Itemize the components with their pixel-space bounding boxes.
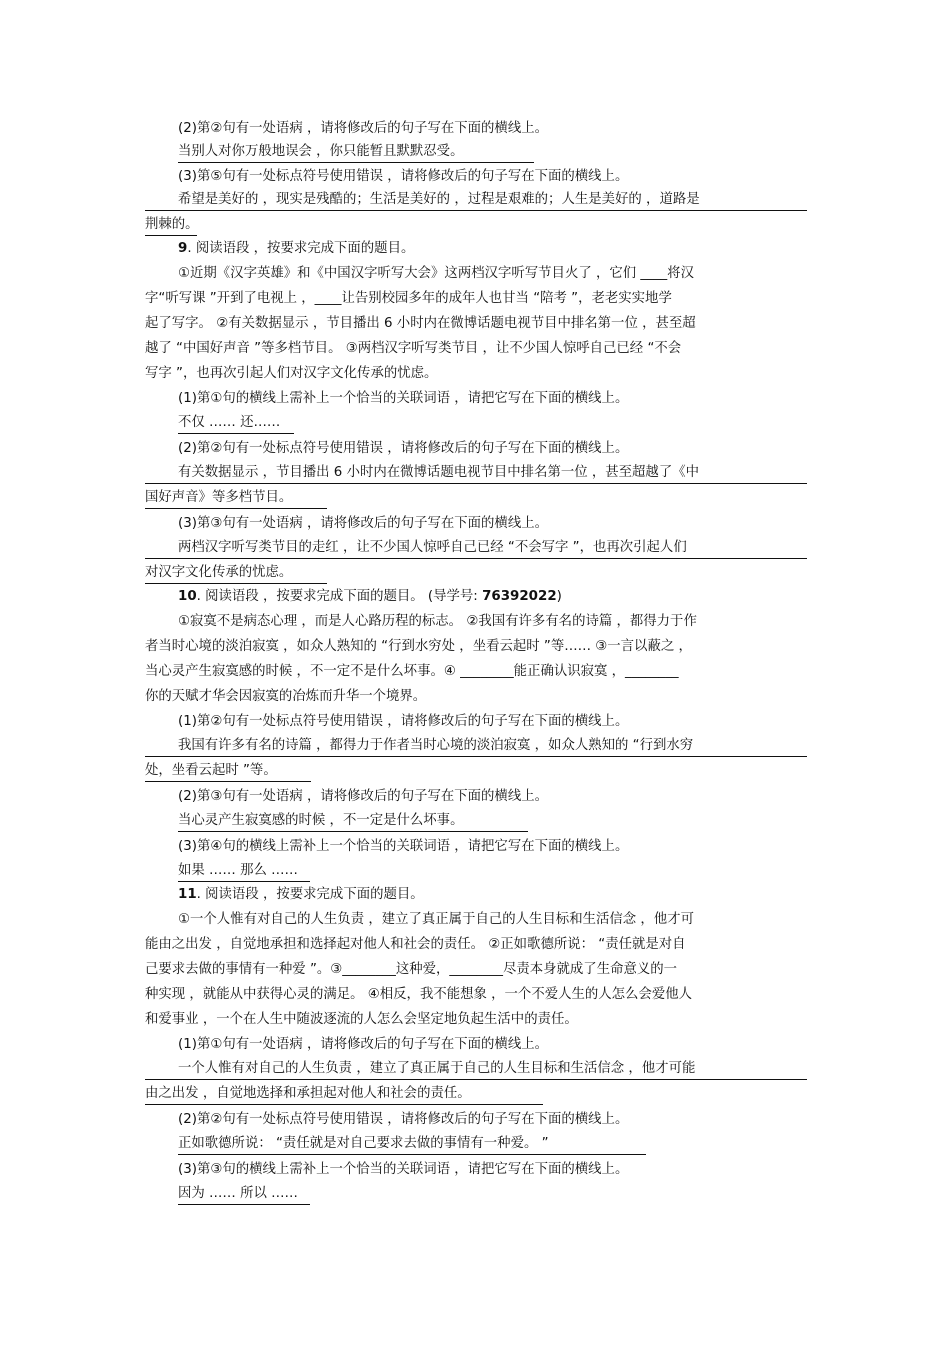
q8-sub2-answer: 当别人对你万般地误会 ，你只能暂且默默忍受。 [178,142,534,163]
q11-heading [145,882,807,907]
q10-passage-line: ①寂寞不是病态心理 ，而是人心路历程的标志。 ②我国有许多有名的诗篇 ，都得力于作 [178,614,697,629]
q9-title: . 阅读语段 ，按要求完成下面的题目。 [187,241,415,256]
q10-sub1-prompt: (1)第②句有一处标点符号使用错误 ，请将修改后的句子写在下面的横线上。 [178,714,629,729]
q9-sub2-answer-line1: 有关数据显示 ，节目播出 6 小时内在微博话题电视节目中排名第一位 ，甚至超越了《中 [145,463,807,484]
q11-number: 11 [178,887,197,902]
q10-sub1-answer-line1: 我国有许多有名的诗篇 ，都得力于作者当时心境的淡泊寂寞 ，如众人熟知的 “行到水穷 [145,736,807,757]
q10-sub2-answer: 当心灵产生寂寞感的时候 ，不一定是什么坏事。 [178,811,528,832]
q9-sub2-prompt: (2)第②句有一处标点符号使用错误 ，请将修改后的句子写在下面的横线上。 [178,441,629,456]
q9-number: 9 [178,241,188,256]
q10-sub2-prompt: (2)第③句有一处语病 ，请将修改后的句子写在下面的横线上。 [178,789,548,804]
q10-sub3-prompt: (3)第④句的横线上需补上一个恰当的关联词语 ，请把它写在下面的横线上。 [178,839,629,854]
q10-passage-line: 当心灵产生寂寞感的时候 ，不一定不是什么坏事。④ ________能正确认识寂寞 ，________ [145,664,679,679]
document-page [145,117,807,1205]
q9-sub3-answer-line2: 对汉字文化传承的忧虑。 [145,563,327,584]
q9-passage-line: 字“听写课 ”开到了电视上 ，____让告别校园多年的成年人也甘当 “陪考 ”，老老实实地学 [145,291,672,306]
q11-sub1-answer-line1: 一个人惟有对自己的人生负责 ，建立了真正属于自己的人生目标和生活信念 ，他才可能 [145,1059,807,1080]
q9-passage-line: 起了写字。 ②有关数据显示 ，节目播出 6 小时内在微博话题电视节目中排名第一位 ，甚至超 [145,316,696,331]
q11-sub1-answer-line2: 由之出发 ，自觉地选择和承担起对他人和社会的责任。 [145,1084,543,1105]
q9-heading [145,236,807,261]
q11-passage-line: 和爱事业 ，一个在人生中随波逐流的人怎么会坚定地负起生活中的责任。 [145,1012,578,1027]
q11-passage-line: 种实现 ，就能从中获得心灵的满足。 ④相反，我不能想象 ，一个不爱人生的人怎么会爱他人 [145,987,693,1002]
q11-sub3-answer: 因为 …… 所以 …… [178,1184,310,1205]
q10-heading [145,584,807,609]
q8-sub3-answer-line2: 荆棘的。 [145,215,197,236]
q8-sub3-prompt: (3)第⑤句有一处标点符号使用错误 ，请将修改后的句子写在下面的横线上。 [178,169,629,184]
q11-passage-line: 己要求去做的事情有一种爱 ”。③________这种爱，________尽责本身就成了生命意义的一 [145,962,678,977]
q10-passage-line: 者当时心境的淡泊寂寞 ，如众人熟知的 “行到水穷处 ，坐看云起时 ”等…… ③一言以蔽之 ， [145,639,692,654]
q9-sub1-answer: 不仅 …… 还…… [178,413,294,434]
q9-passage-line: ①近期《汉字英雄》和《中国汉字听写大会》这两档汉字听写节目火了 ，它们 ____将汉 [178,266,694,281]
q8-sub2-prompt: (2)第②句有一处语病 ，请将修改后的句子写在下面的横线上。 [178,121,548,136]
q9-passage-line: 写字 ”，也再次引起人们对汉字文化传承的忧虑。 [145,366,438,381]
q11-passage-line: ①一个人惟有对自己的人生负责 ，建立了真正属于自己的人生目标和生活信念 ，他才可 [178,912,694,927]
q11-passage-line: 能由之出发 ，自觉地承担和选择起对他人和社会的责任。 ②正如歌德所说： “责任就是对自 [145,937,686,952]
q10-number: 10 [178,589,197,604]
q9-sub3-answer-line1: 两档汉字听写类节目的走红 ，让不少国人惊呼自己已经 “不会写字 ”，也再次引起人们 [145,538,807,559]
q9-sub1-prompt: (1)第①句的横线上需补上一个恰当的关联词语 ，请把它写在下面的横线上。 [178,391,629,406]
q11-sub2-prompt: (2)第②句有一处标点符号使用错误 ，请将修改后的句子写在下面的横线上。 [178,1112,629,1127]
q11-sub3-prompt: (3)第③句的横线上需补上一个恰当的关联词语 ，请把它写在下面的横线上。 [178,1162,629,1177]
q10-title-end: ) [556,589,562,604]
q8-sub3-answer-line1: 希望是美好的 ，现实是残酷的；生活是美好的 ，过程是艰难的；人生是美好的 ，道路是 [145,190,807,211]
q10-sub1-answer-line2: 处，坐看云起时 ”等。 [145,761,311,782]
q9-sub2-answer-line2: 国好声音》等多档节目。 [145,488,327,509]
q10-passage-line: 你的天赋才华会因寂寞的冶炼而升华一个境界。 [145,689,427,704]
q9-passage-line: 越了 “中国好声音 ”等多档节目。 ③两档汉字听写类节目 ，让不少国人惊呼自己已经 “不会 [145,341,682,356]
q9-sub3-prompt: (3)第③句有一处语病 ，请将修改后的句子写在下面的横线上。 [178,516,548,531]
q10-title: . 阅读语段 ，按要求完成下面的题目。 (导学号: [196,589,483,604]
q11-sub2-answer: 正如歌德所说： “责任就是对自己要求去做的事情有一种爱。 ” [178,1134,646,1155]
q11-title: . 阅读语段 ，按要求完成下面的题目。 [196,887,424,902]
q10-sub3-answer: 如果 …… 那么 …… [178,861,310,882]
q11-sub1-prompt: (1)第①句有一处语病 ，请将修改后的句子写在下面的横线上。 [178,1037,548,1052]
q10-guide-number: 76392022 [482,589,557,604]
